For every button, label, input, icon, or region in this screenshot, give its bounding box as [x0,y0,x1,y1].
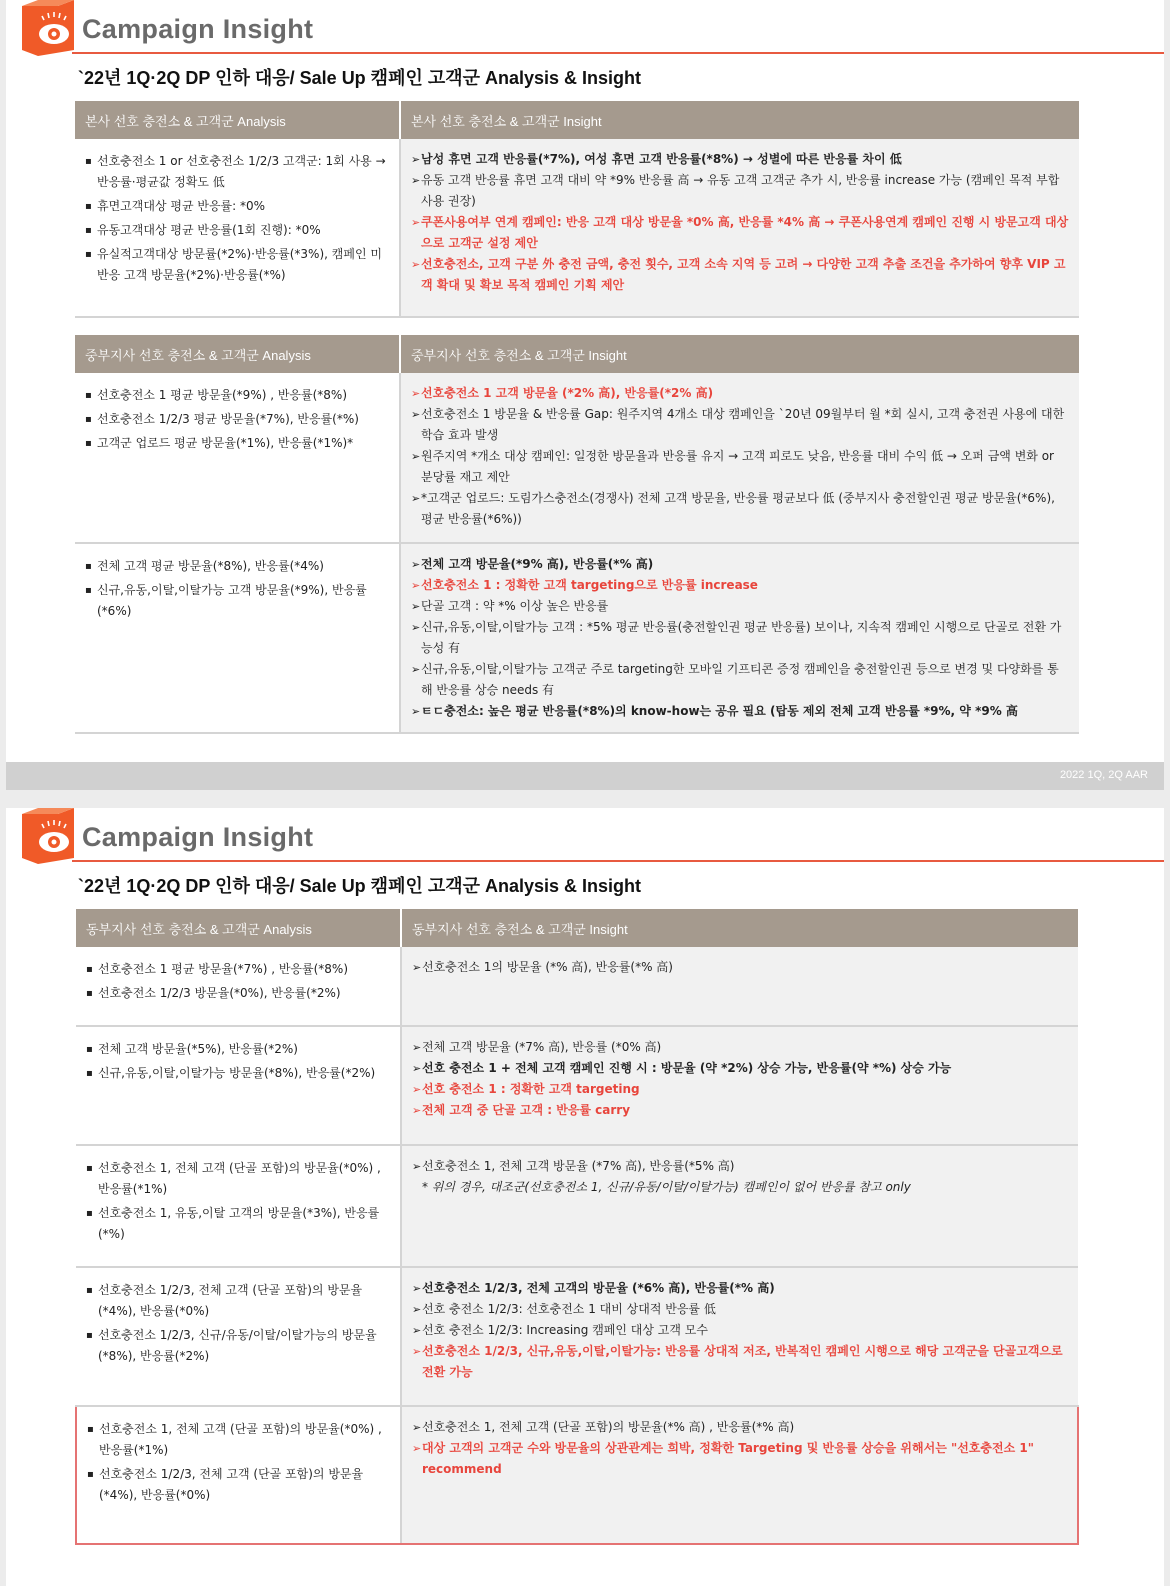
insight-cell [401,947,1078,1026]
insight-item: ➢ 선호 충전소 1 : 정확한 고객 targeting [412,1079,1068,1100]
analysis-cell [75,543,400,733]
analysis-item: ▪ 선호충전소 1/2/3 방문율(*0%), 반응률(*2%) [86,983,392,1004]
insight-item: ➢ 선호충전소 1, 전체 고객 방문율 (*7% 高), 반응률(*5% 高) [412,1156,1068,1177]
table-header-right: 본사 선호 충전소 & 고객군 Insight [400,101,1079,139]
table-header-right: 중부지사 선호 충전소 & 고객군 Insight [400,335,1079,373]
page-title: Campaign Insight [82,14,314,44]
insight-item: ➢ 전체 고객 방문율(*9% 高), 반응률(*% 高) [411,554,1069,575]
analysis-cell [76,1406,401,1544]
insight-cell [400,139,1079,317]
insight-cell [401,1145,1078,1267]
analysis-cell [75,373,400,543]
insight-item: ➢ ㅌㄷ충전소: 높은 평균 반응률(*8%)의 know-how는 공유 필요 (탑동 제외 전체 고객 반응률 *9%, 약 *9% 高 [411,701,1069,722]
analysis-item: ▪ 선호충전소 1/2/3, 신규/유동/이탈/이탈가능의 방문율(*8%), 반응률(*2%) [86,1325,392,1367]
table-row [76,1145,1078,1267]
table-row [75,543,1079,733]
insight-item: ➢ 선호충전소 1, 전체 고객 (단골 포함)의 방문율(*% 高) , 반응률(*% 高) [412,1417,1067,1438]
slide-2 [6,808,1164,1586]
analysis-item: ▪ 전체 고객 평균 방문율(*8%), 반응률(*4%) [85,556,391,577]
title-underline [72,52,1164,54]
eye-icon [18,808,76,864]
analysis-item: ▪ 고객군 업로드 평균 방문율(*1%), 반응률(*1%)* [85,433,391,454]
table-header-right: 동부지사 선호 충전소 & 고객군 Insight [401,909,1078,947]
table-row [75,139,1079,317]
insight-cell [401,1026,1078,1145]
analysis-item: ▪ 선호충전소 1 or 선호충전소 1/2/3 고객군: 1회 사용 → 반응률·평균값 정확도 低 [85,151,391,193]
analysis-item: ▪ 선호충전소 1/2/3 평균 방문율(*7%), 반응률(*%) [85,409,391,430]
insight-cell [400,543,1079,733]
table-header-left: 동부지사 선호 충전소 & 고객군 Analysis [76,909,401,947]
insight-item: ➢ 선호 충전소 1 + 전체 고객 캠페인 진행 시 : 방문율 (약 *2%) 상승 가능, 반응률(약 *%) 상승 가능 [412,1058,1068,1079]
analysis-item: ▪ 신규,유동,이탈,이탈가능 방문율(*8%), 반응률(*2%) [86,1063,392,1084]
table-row [76,1026,1078,1145]
analysis-item: ▪ 전체 고객 방문율(*5%), 반응률(*2%) [86,1039,392,1060]
page-subtitle: `22년 1Q·2Q DP 인하 대응/ Sale Up 캠페인 고객군 Analysis & Insight [78,876,642,896]
analysis-item: ▪ 선호충전소 1, 유동,이탈 고객의 방문율(*3%), 반응률(*%) [86,1203,392,1245]
table-header-left: 본사 선호 충전소 & 고객군 Analysis [75,101,400,139]
analysis-item: ▪ 유동고객대상 평균 반응률(1회 진행): *0% [85,220,391,241]
highlighted-table-row [76,1406,1078,1544]
page-title: Campaign Insight [82,822,314,852]
insight-item: ➢ 신규,유동,이탈,이탈가능 고객군 주로 targeting한 모바일 기프티콘 증정 캠페인을 충전할인권 등으로 변경 및 다양화를 통해 반응률 상승 needs 有 [411,659,1069,701]
footer-label: 2022 1Q, 2Q AAR [1059,769,1148,781]
slide-1 [6,0,1164,762]
insight-item: ➢ 단골 고객 : 약 *% 이상 높은 반응률 [411,596,1069,617]
table-row [76,1267,1078,1406]
insight-item: ➢ 선호충전소 1/2/3, 신규,유동,이탈,이탈가능: 반응률 상대적 저조, 반복적인 캠페인 시행으로 해당 고객군을 단골고객으로 전환 가능 [412,1341,1068,1383]
insight-item: ➢ 유동 고객 반응률 휴면 고객 대비 약 *9% 반응률 高 → 유동 고객 고객군 추가 시, 반응률 increase 가능 (캠페인 목적 부합 사용 권장) [411,170,1069,212]
analysis-item: ▪ 선호충전소 1/2/3, 전체 고객 (단골 포함)의 방문율(*4%), 반응률(*0%) [86,1280,392,1322]
insight-item: ➢ 전체 고객 방문율 (*7% 高), 반응률 (*0% 高) [412,1037,1068,1058]
insight-item: ➢ 남성 휴면 고객 반응률(*7%), 여성 휴면 고객 반응률(*8%) → 성별에 따른 반응률 차이 低 [411,149,1069,170]
insight-item: ➢ 선호충전소 1의 방문율 (*% 高), 반응률(*% 高) [412,957,1068,978]
table-row [76,947,1078,1026]
insight-item: ➢ 대상 고객의 고객군 수와 방문율의 상관관계는 희박, 정확한 Targeting 및 반응률 상승을 위해서는 "선호충전소 1" recommend [412,1438,1067,1480]
analysis-item: ▪ 선호충전소 1, 전체 고객 (단골 포함)의 방문율(*0%) , 반응률(*1%) [86,1158,392,1200]
analysis-cell [76,947,401,1026]
analysis-item: ▪ 선호충전소 1/2/3, 전체 고객 (단골 포함)의 방문율(*4%), 반응률(*0%) [87,1464,392,1506]
insight-item: ➢ 신규,유동,이탈,이탈가능 고객 : *5% 평균 반응률(충전할인권 평균 반응률) 보이나, 지속적 캠페인 시행으로 단골로 전환 가능성 有 [411,617,1069,659]
insight-item: ➢ 선호충전소 1 방문율 & 반응률 Gap: 원주지역 4개소 대상 캠페인을 `20년 09월부터 월 *회 실시, 고객 충전권 사용에 대한 학습 효과 발생 [411,404,1069,446]
insight-item: ➢ 전체 고객 중 단골 고객 : 반응률 carry [412,1100,1068,1121]
analysis-item: ▪ 유실적고객대상 방문률(*2%)·반응률(*3%), 캠페인 미 반응 고객 방문율(*2%)·반응률(*%) [85,244,391,286]
insight-item: ➢ *고객군 업로드: 도림가스충전소(경쟁사) 전체 고객 방문율, 반응률 평균보다 低 (중부지사 충전할인권 평균 방문율(*6%), 평균 반응률(*6%)) [411,488,1069,530]
eye-icon [18,0,76,56]
insight-item: ➢ 선호충전소 1 : 정확한 고객 targeting으로 반응률 increase [411,575,1069,596]
analysis-item: ▪ 선호충전소 1 평균 방문율(*7%) , 반응률(*8%) [86,959,392,980]
analysis-cell [76,1267,401,1406]
insight-item: ➢ 선호충전소 1/2/3, 전체 고객의 방문율 (*6% 高), 반응률(*% 高) [412,1278,1068,1299]
slide-footer [6,762,1164,790]
insight-item: ➢ 원주지역 *개소 대상 캠페인: 일정한 방문율과 반응률 유지 → 고객 피로도 낮음, 반응률 대비 수익 低 → 오퍼 금액 변화 or 분당률 재고 제안 [411,446,1069,488]
hq-table [75,101,1079,318]
analysis-item: ▪ 선호충전소 1 평균 방문율(*9%) , 반응률(*8%) [85,385,391,406]
analysis-cell [75,139,400,317]
table-row [75,373,1079,543]
insight-note: * 위의 경우, 대조군(선호충전소 1, 신규/유동/이탈/이탈가능) 캠페인이 없어 반응률 참고 only [422,1180,911,1194]
insight-item: ➢ 선호 충전소 1/2/3: Increasing 캠페인 대상 고객 모수 [412,1320,1068,1341]
analysis-item: ▪ 선호충전소 1, 전체 고객 (단골 포함)의 방문율(*0%) , 반응률(*1%) [87,1419,392,1461]
analysis-cell [76,1145,401,1267]
insight-item: ➢ 쿠폰사용여부 연계 캠페인: 반응 고객 대상 방문율 *0% 高, 반응률 *4% 高 → 쿠폰사용연계 캠페인 진행 시 방문고객 대상으로 고객군 설정 제안 [411,212,1069,254]
insight-item: ➢ 선호충전소 1 고객 방문율 (*2% 高), 반응률(*2% 高) [411,383,1069,404]
insight-item: ➢ 선호충전소, 고객 구분 外 충전 금액, 충전 횟수, 고객 소속 지역 등 고려 → 다양한 고객 추출 조건을 추가하여 향후 VIP 고객 확대 및 확보 목적 캠페인 기획 제안 [411,254,1069,296]
insight-cell [400,373,1079,543]
page-subtitle: `22년 1Q·2Q DP 인하 대응/ Sale Up 캠페인 고객군 Analysis & Insight [78,68,642,88]
analysis-item: ▪ 휴면고객대상 평균 반응률: *0% [85,196,391,217]
analysis-cell [76,1026,401,1145]
insight-item: ➢ 선호 충전소 1/2/3: 선호충전소 1 대비 상대적 반응률 低 [412,1299,1068,1320]
insight-cell [401,1267,1078,1406]
table-header-left: 중부지사 선호 충전소 & 고객군 Analysis [75,335,400,373]
title-underline [72,860,1164,862]
central-table [75,335,1079,734]
insight-cell [401,1406,1078,1544]
east-table [75,909,1079,1545]
analysis-item: ▪ 신규,유동,이탈,이탈가능 고객 방문율(*9%), 반응률(*6%) [85,580,391,622]
